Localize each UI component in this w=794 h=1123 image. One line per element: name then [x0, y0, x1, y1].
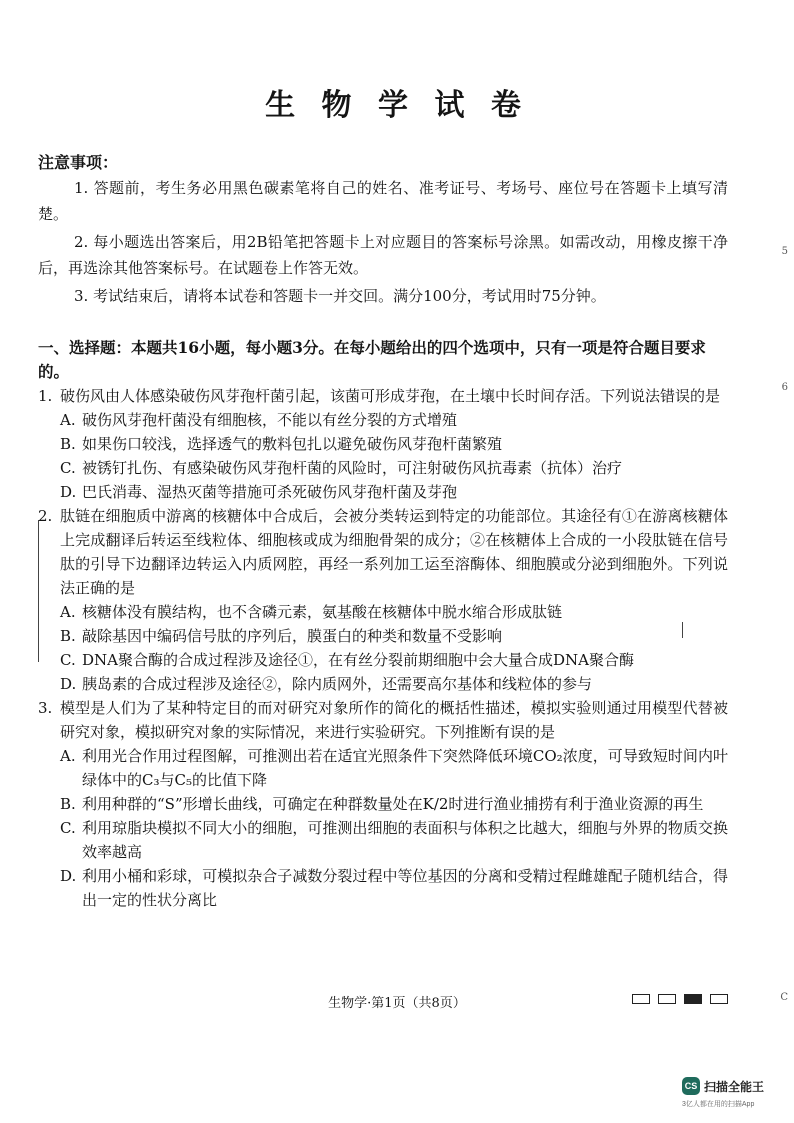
option: [38, 456, 728, 480]
logo-tagline: 3亿人都在用的扫描App: [682, 1101, 755, 1108]
question-number: 2.: [38, 507, 53, 525]
question-stem: 破伤风由人体感染破伤风芽孢杆菌引起，该菌可形成芽孢，在土壤中长时间存活。下列说法错误的是: [60, 387, 721, 405]
notice-item: 1. 答题前，考生务必用黑色碳素笔将自己的姓名、准考证号、考场号、座位号在答题卡上填写清楚。: [38, 179, 728, 223]
option-label: C.: [60, 651, 76, 669]
question-list: [38, 384, 728, 912]
scan-mark: [632, 994, 650, 1004]
scan-mark: [710, 994, 728, 1004]
notice-item: 2. 每小题选出答案后，用2B铅笔把答题卡上对应题目的答案标号涂黑。如需改动，用橡皮擦干净后，再选涂其他答案标号。在试题卷上作答无效。: [38, 233, 728, 277]
option-text: 利用种群的“S”形增长曲线，可确定在种群数量处在K/2时进行渔业捕捞有利于渔业资源的再生: [82, 795, 704, 813]
option-text: 被锈钉扎伤、有感染破伤风芽孢杆菌的风险时，可注射破伤风抗毒素（抗体）治疗: [82, 459, 623, 477]
camscanner-icon: CS: [682, 1077, 700, 1095]
option-text: 核糖体没有膜结构，也不含磷元素，氨基酸在核糖体中脱水缩合形成肽链: [82, 603, 563, 621]
question-3: [38, 696, 728, 912]
option-label: B.: [60, 795, 76, 813]
logo-name: 扫描全能王: [704, 1079, 765, 1094]
option: [38, 432, 728, 456]
question-stem: 肽链在细胞质中游离的核糖体中合成后，会被分类转运到特定的功能部位。其途径有①在游离核糖体上完成翻译后转运至线粒体、细胞核或成为细胞骨架的成分；②在核糖体上合成的一小段肽链在信号肽的引导下边翻译边转运入内质网腔，再经一系列加工运至溶酶体、细胞膜或分泌到细胞外。下列说法正确的是: [60, 507, 728, 597]
option-label: D.: [60, 483, 77, 501]
question-stem: 模型是人们为了某种特定目的而对研究对象所作的简化的概括性描述，模拟实验则通过用模型代替被研究对象，模拟研究对象的实际情况，来进行实验研究。下列推断有误的是: [60, 699, 728, 741]
option: [38, 408, 728, 432]
option-text: 如果伤口较浅，选择透气的敷料包扎以避免破伤风芽孢杆菌繁殖: [82, 435, 503, 453]
option-label: A.: [60, 747, 76, 765]
option-text: 破伤风芽孢杆菌没有细胞核，不能以有丝分裂的方式增殖: [82, 411, 458, 429]
scan-mark: [684, 994, 702, 1004]
option: [38, 600, 728, 624]
option: [38, 744, 728, 792]
notice-item: 3. 考试结束后，请将本试卷和答题卡一并交回。满分100分，考试用时75分钟。: [74, 287, 606, 305]
page-footer: 生物学·第1页（共8页）: [328, 996, 466, 1011]
option-label: A.: [60, 603, 76, 621]
option: [38, 480, 728, 504]
edge-mark: 5: [781, 246, 788, 257]
page-title: 生 物 学 试 卷: [265, 88, 529, 123]
scan-marks: [632, 994, 728, 1004]
option-text: 利用光合作用过程图解，可推测出若在适宜光照条件下突然降低环境CO₂浓度，可导致短时间内叶绿体中的C₃与C₅的比值下降: [82, 747, 728, 789]
option: [38, 792, 728, 816]
option-label: B.: [60, 435, 76, 453]
question-number: 3.: [38, 699, 53, 717]
option-text: DNA聚合酶的合成过程涉及途径①，在有丝分裂前期细胞中会大量合成DNA聚合酶: [82, 651, 634, 669]
option-label: A.: [60, 411, 76, 429]
option-text: 胰岛素的合成过程涉及途径②，除内质网外，还需要高尔基体和线粒体的参与: [82, 675, 593, 693]
option-label: C.: [60, 459, 76, 477]
section-heading: 一、选择题：本题共16小题，每小题3分。在每小题给出的四个选项中，只有一项是符合题目要求的。: [38, 338, 706, 381]
option-label: B.: [60, 627, 76, 645]
option: [38, 624, 728, 648]
option-label: C.: [60, 819, 76, 837]
option: [38, 648, 728, 672]
question-2: [38, 504, 728, 696]
notice-heading: 注意事项：: [38, 153, 119, 172]
scanner-logo: [682, 1077, 764, 1095]
option-label: D.: [60, 675, 77, 693]
option: [38, 672, 728, 696]
option: [38, 816, 728, 864]
notice-list: [38, 175, 728, 311]
option-text: 利用琼脂块模拟不同大小的细胞，可推测出细胞的表面积与体积之比越大，细胞与外界的物质交换效率越高: [82, 819, 728, 861]
option-text: 利用小桶和彩球，可模拟杂合子减数分裂过程中等位基因的分离和受精过程雌雄配子随机结合，得出一定的性状分离比: [82, 867, 728, 909]
scan-mark: [658, 994, 676, 1004]
edge-mark: C: [780, 992, 788, 1003]
option-text: 巴氏消毒、湿热灭菌等措施可杀死破伤风芽孢杆菌及芽孢: [82, 483, 458, 501]
option-text: 敲除基因中编码信号肽的序列后，膜蛋白的种类和数量不受影响: [82, 627, 503, 645]
edge-mark: 6: [781, 382, 788, 393]
option: [38, 864, 728, 912]
question-1: [38, 384, 728, 504]
question-number: 1.: [38, 387, 53, 405]
option-label: D.: [60, 867, 77, 885]
